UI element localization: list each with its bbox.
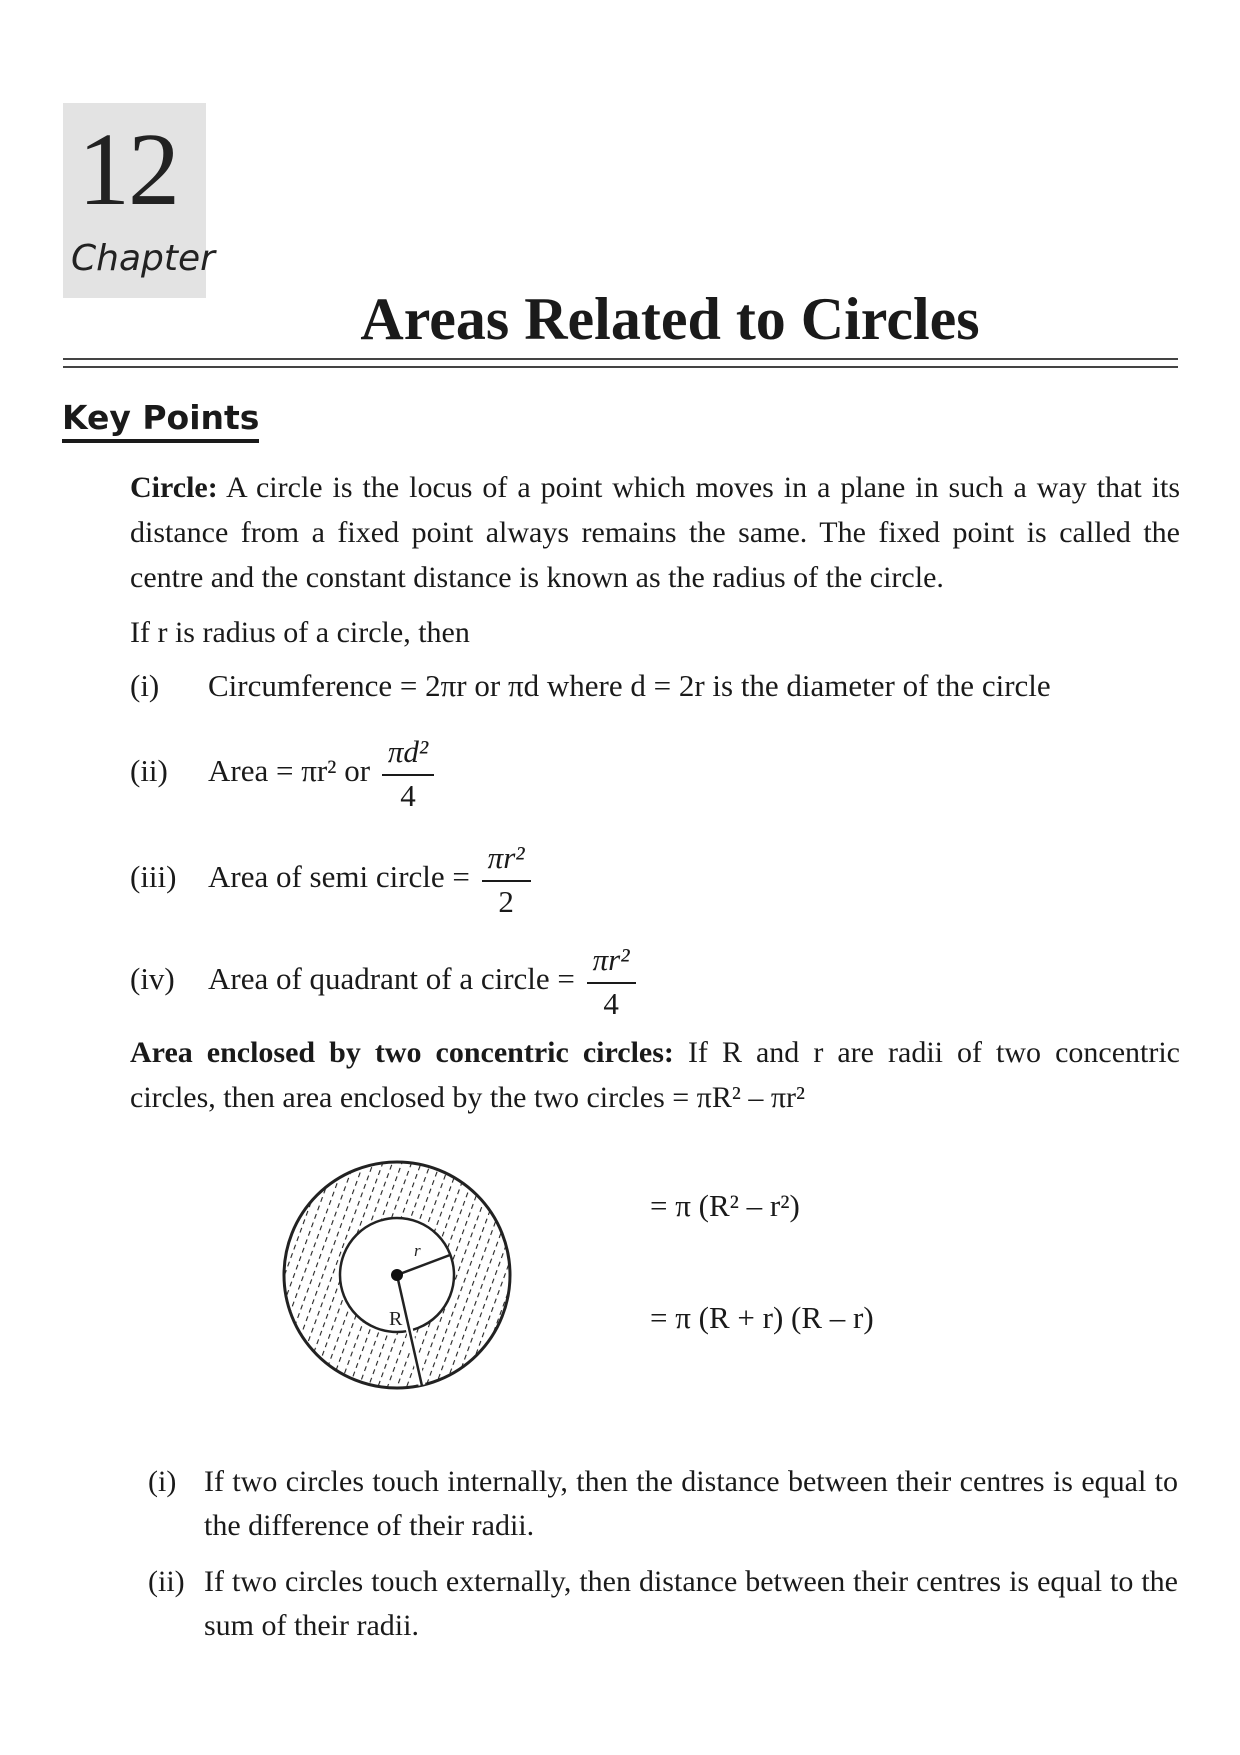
key-points-heading: Key Points: [62, 398, 259, 443]
fact-label: (ii): [148, 1565, 185, 1598]
formula-label: (ii): [130, 753, 168, 789]
formula-label: (iii): [130, 859, 177, 895]
chapter-number: 12: [78, 112, 178, 227]
title-rule-bottom: [63, 366, 1178, 368]
fraction-numerator: πd²: [382, 732, 434, 776]
concentric-definition: [130, 1030, 1180, 1120]
fact-text: If two circles touch externally, then distance between their centres is equal to the sum of their radii.: [204, 1565, 1178, 1642]
fraction-numerator: πr²: [587, 940, 636, 984]
formula-label: (i): [130, 668, 160, 703]
equation-line: = π (R + r) (R – r): [650, 1300, 874, 1335]
circle-definition-text: A circle is the locus of a point which moves in a plane in such a way that its distance from a fixed point always remains the same. The fixed point is called the centre and the constant distance is known as the radius of the circle.: [130, 471, 1180, 594]
fraction: [482, 838, 531, 922]
fraction-numerator: πr²: [482, 838, 531, 882]
chapter-label: Chapter: [71, 238, 215, 279]
formula-item: [130, 838, 531, 922]
formula-text: Circumference = 2πr or πd where d = 2r is the diameter of the circle: [208, 668, 1051, 703]
fraction-denominator: 4: [603, 986, 619, 1021]
concentric-definition-text: If R and r are radii of two concentric circles, then area enclosed by the two circles = πR² – πr²: [130, 1036, 1180, 1114]
equation-line: = π (R² – r²): [650, 1188, 800, 1223]
circle-definition: [130, 465, 1180, 600]
fraction-denominator: 2: [498, 884, 514, 919]
fact-item: [148, 1460, 1178, 1548]
formula-intro: If r is radius of a circle, then: [130, 616, 470, 649]
formula-text: Area = πr² or: [208, 753, 371, 789]
formula-label: (iv): [130, 961, 175, 997]
fraction: [382, 732, 434, 816]
chapter-title: Areas Related to Circles: [360, 286, 980, 352]
centre-point: [391, 1269, 403, 1281]
inner-radius-label: r: [414, 1241, 421, 1260]
formula-item: [130, 732, 434, 816]
fact-label: (i): [148, 1465, 177, 1498]
formula-item: [130, 940, 636, 1024]
title-rule-top: [63, 358, 1178, 360]
formula-text: Area of quadrant of a circle =: [208, 961, 575, 997]
circle-term: Circle:: [130, 471, 218, 504]
outer-radius-label: R: [389, 1308, 403, 1330]
fraction-denominator: 4: [400, 778, 416, 813]
formula-item: [130, 666, 1051, 706]
fraction: [587, 940, 636, 1024]
fact-item: [148, 1560, 1178, 1648]
fact-text: If two circles touch internally, then the distance between their centres is equal to the difference of their radii.: [204, 1465, 1178, 1542]
concentric-circles-diagram: [272, 1150, 522, 1400]
formula-text: Area of semi circle =: [208, 859, 470, 895]
concentric-term: Area enclosed by two concentric circles:: [130, 1036, 674, 1069]
